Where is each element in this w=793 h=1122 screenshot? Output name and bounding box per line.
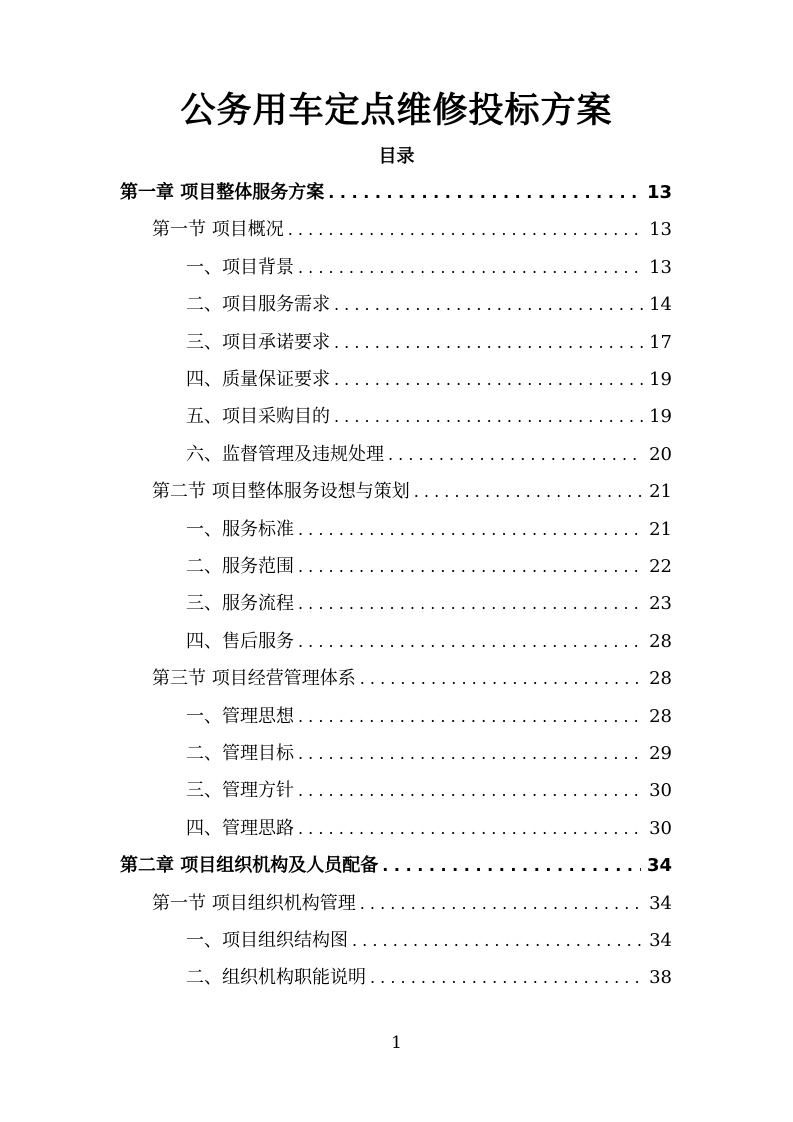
- toc-section-entry[interactable]: [152, 885, 672, 922]
- toc-dot-leader: [352, 922, 643, 959]
- toc-entry-title: 四、管理思路: [186, 818, 294, 839]
- toc-subsection-entry[interactable]: [186, 398, 672, 435]
- toc-entry-title: 二、管理目标: [186, 743, 294, 764]
- toc-dot-leader: [334, 398, 643, 435]
- toc-entry-title: 一、项目背景: [186, 257, 294, 278]
- toc-dot-leader: [298, 735, 643, 772]
- toc-entry-page-number: 20: [649, 444, 672, 465]
- toc-entry-title: 一、服务标准: [186, 519, 294, 540]
- toc-dot-leader: [382, 847, 641, 884]
- toc-entry-page-number: 34: [646, 855, 672, 876]
- toc-dot-leader: [298, 511, 643, 548]
- toc-section-entry[interactable]: [152, 473, 672, 510]
- toc-section-entry[interactable]: [152, 660, 672, 697]
- toc-subsection-entry[interactable]: [186, 922, 672, 959]
- toc-entry-title: 四、售后服务: [186, 631, 294, 652]
- toc-entry-title: 五、项目采购目的: [186, 406, 330, 427]
- toc-dot-leader: [370, 959, 643, 996]
- toc-subsection-entry[interactable]: [186, 959, 672, 996]
- toc-entry-title: 第一节 项目组织机构管理: [152, 893, 356, 914]
- toc-entry-page-number: 28: [649, 631, 672, 652]
- toc-entry-page-number: 22: [649, 556, 672, 577]
- toc-entry-title: 三、项目承诺要求: [186, 332, 330, 353]
- toc-subsection-entry[interactable]: [186, 436, 672, 473]
- toc-dot-leader: [334, 324, 643, 361]
- toc-subsection-entry[interactable]: [186, 735, 672, 772]
- toc-chapter-entry[interactable]: [120, 174, 672, 211]
- toc-entry-title: 第一章 项目整体服务方案: [120, 182, 325, 203]
- toc-entry-page-number: 21: [649, 481, 672, 502]
- toc-subsection-entry[interactable]: [186, 511, 672, 548]
- toc-section-entry[interactable]: [152, 211, 672, 248]
- toc-dot-leader: [298, 810, 643, 847]
- toc-entry-page-number: 38: [649, 967, 672, 988]
- toc-dot-leader: [288, 211, 643, 248]
- toc-subsection-entry[interactable]: [186, 810, 672, 847]
- toc-entry-page-number: 28: [649, 668, 672, 689]
- toc-entry-title: 一、项目组织结构图: [186, 930, 348, 951]
- toc-dot-leader: [298, 249, 643, 286]
- toc-subsection-entry[interactable]: [186, 249, 672, 286]
- toc-entry-page-number: 19: [649, 406, 672, 427]
- toc-entry-page-number: 13: [646, 182, 672, 203]
- toc-subsection-entry[interactable]: [186, 698, 672, 735]
- toc-entry-title: 二、项目服务需求: [186, 294, 330, 315]
- toc-subsection-entry[interactable]: [186, 361, 672, 398]
- toc-dot-leader: [388, 436, 643, 473]
- toc-entry-page-number: 30: [649, 780, 672, 801]
- toc-entry-title: 三、服务流程: [186, 593, 294, 614]
- toc-entry-title: 三、管理方针: [186, 780, 294, 801]
- toc-dot-leader: [298, 585, 643, 622]
- toc-entry-page-number: 23: [649, 593, 672, 614]
- toc-entry-title: 第二章 项目组织机构及人员配备: [120, 855, 379, 876]
- toc-entry-page-number: 34: [649, 930, 672, 951]
- toc-entry-title: 六、监督管理及违规处理: [186, 444, 384, 465]
- toc-subsection-entry[interactable]: [186, 623, 672, 660]
- toc-subsection-entry[interactable]: [186, 286, 672, 323]
- toc-entry-title: 二、组织机构职能说明: [186, 967, 366, 988]
- toc-dot-leader: [328, 174, 641, 211]
- toc-dot-leader: [298, 698, 643, 735]
- toc-entry-title: 二、服务范围: [186, 556, 294, 577]
- toc-entry-page-number: 21: [649, 519, 672, 540]
- toc-dot-leader: [298, 548, 643, 585]
- toc-entry-page-number: 19: [649, 369, 672, 390]
- toc-entry-title: 一、管理思想: [186, 706, 294, 727]
- toc-entry-page-number: 13: [649, 219, 672, 240]
- toc-entry-page-number: 34: [649, 893, 672, 914]
- toc-subsection-entry[interactable]: [186, 324, 672, 361]
- page-number: 1: [391, 1033, 402, 1053]
- toc-dot-leader: [334, 361, 643, 398]
- toc-entry-title: 第二节 项目整体服务设想与策划: [152, 481, 410, 502]
- toc-dot-leader: [298, 772, 643, 809]
- page-title: 公务用车定点维修投标方案: [180, 91, 613, 131]
- toc-dot-leader: [334, 286, 643, 323]
- toc-chapter-entry[interactable]: [120, 847, 672, 884]
- toc-entry-title: 四、质量保证要求: [186, 369, 330, 390]
- toc-dot-leader: [298, 623, 643, 660]
- toc-entry-page-number: 13: [649, 257, 672, 278]
- toc-entry-page-number: 17: [649, 332, 672, 353]
- toc-dot-leader: [414, 473, 643, 510]
- toc-dot-leader: [360, 885, 643, 922]
- toc-dot-leader: [360, 660, 643, 697]
- toc-entry-title: 第一节 项目概况: [152, 219, 284, 240]
- toc-subsection-entry[interactable]: [186, 548, 672, 585]
- toc-heading: 目录: [378, 146, 415, 167]
- toc-entry-page-number: 14: [649, 294, 672, 315]
- toc-entry-page-number: 30: [649, 818, 672, 839]
- toc-subsection-entry[interactable]: [186, 585, 672, 622]
- toc-entry-page-number: 29: [649, 743, 672, 764]
- toc-entry-page-number: 28: [649, 706, 672, 727]
- toc-subsection-entry[interactable]: [186, 772, 672, 809]
- toc-entry-title: 第三节 项目经营管理体系: [152, 668, 356, 689]
